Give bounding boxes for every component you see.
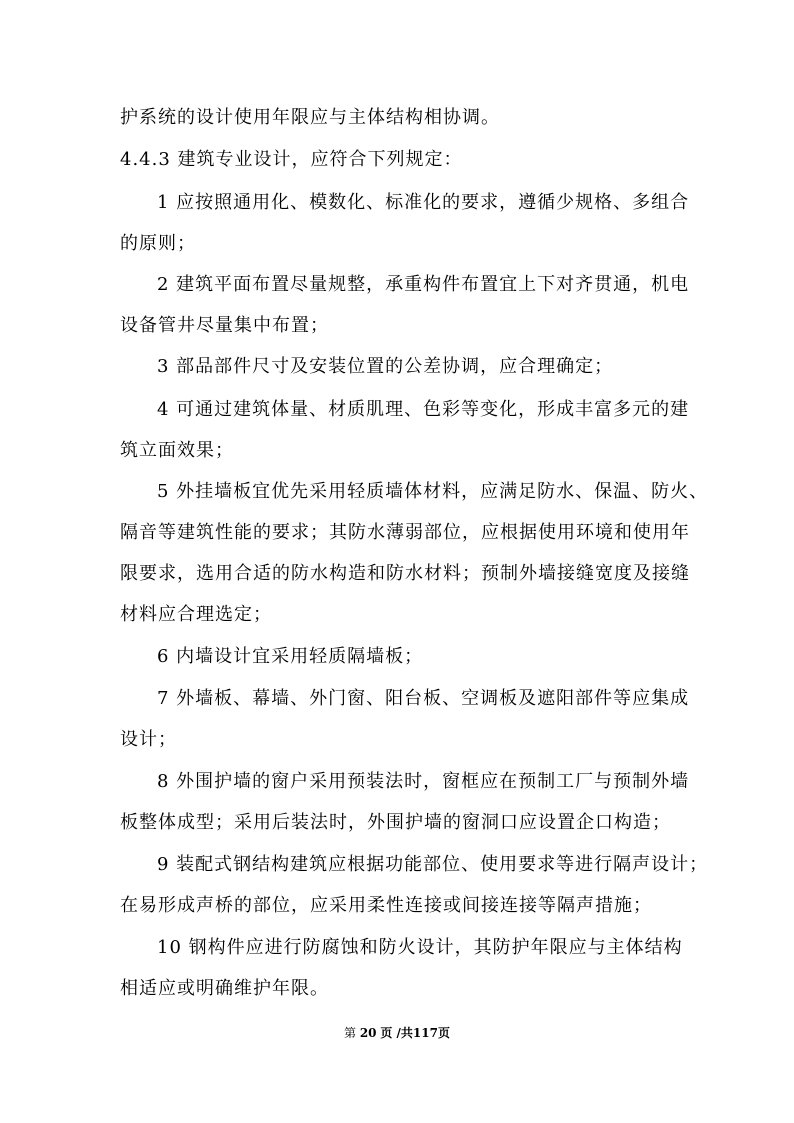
text-line: 相适应或明确维护年限。 xyxy=(120,978,329,999)
text-line: 在易形成声桥的部位，应采用柔性连接或间接连接等隔声措施； xyxy=(120,895,652,916)
text-line: 护系统的设计使用年限应与主体结构相协调。 xyxy=(120,107,500,128)
text-line: 板整体成型；采用后装法时，外围护墙的窗洞口应设置企口构造； xyxy=(120,812,671,833)
list-item: 3 部品部件尺寸及安装位置的公差协调，应合理确定； xyxy=(157,356,614,377)
list-item: 6 内墙设计宜采用轻质隔墙板； xyxy=(157,646,424,667)
list-item: 10 钢构件应进行防腐蚀和防火设计，其防护年限应与主体结构 xyxy=(157,937,683,958)
total-pages: 117 xyxy=(412,1026,438,1040)
text-line: 设计； xyxy=(120,729,177,750)
footer-middle: 页 /共 xyxy=(380,1026,413,1040)
list-item: 2 建筑平面布置尽量规整，承重构件布置宜上下对齐贯通，机电 xyxy=(157,274,690,295)
text-line: 隔音等建筑性能的要求；其防水薄弱部位，应根据使用环境和使用年 xyxy=(120,522,690,543)
list-item: 9 装配式钢结构建筑应根据功能部位、使用要求等进行隔声设计； xyxy=(157,854,709,875)
footer-suffix: 页 xyxy=(437,1026,450,1040)
footer-prefix: 第 xyxy=(343,1026,356,1040)
page-number: 20 xyxy=(359,1026,377,1040)
list-item: 1 应按照通用化、模数化、标准化的要求，遵循少规格、多组合 xyxy=(157,192,690,213)
text-line: 设备管井尽量集中布置； xyxy=(120,315,329,336)
text-line: 限要求，选用合适的防水构造和防水材料；预制外墙接缝宽度及接缝 xyxy=(120,563,690,584)
list-item: 5 外挂墙板宜优先采用轻质墙体材料，应满足防水、保温、防火、 xyxy=(157,481,709,502)
page-footer xyxy=(0,1025,794,1041)
list-item: 7 外墙板、幕墙、外门窗、阳台板、空调板及遮阳部件等应集成 xyxy=(157,688,690,709)
text-line: 的原则； xyxy=(120,233,196,254)
list-item: 8 外围护墙的窗户采用预装法时，窗框应在预制工厂与预制外墙 xyxy=(157,771,690,792)
section-heading: 4.4.3 建筑专业设计，应符合下列规定： xyxy=(120,149,463,170)
list-item: 4 可通过建筑体量、材质肌理、色彩等变化，形成丰富多元的建 xyxy=(157,399,690,420)
text-line: 材料应合理选定； xyxy=(120,604,272,625)
text-line: 筑立面效果； xyxy=(120,440,234,461)
